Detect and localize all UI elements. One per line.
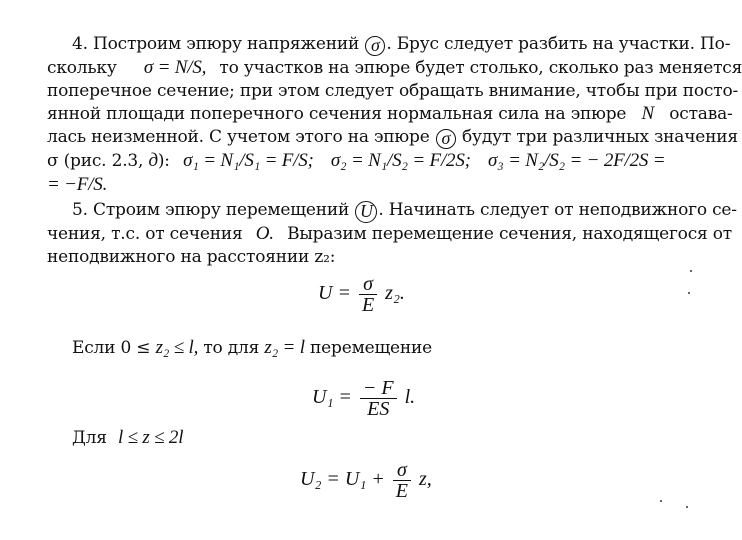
text-segment: Если 0 ≤ — [72, 338, 151, 358]
text-line-2 — [47, 58, 742, 78]
text-line-12 — [72, 428, 183, 448]
text-segment: остава- — [669, 104, 733, 124]
formula-result: = −F/S. — [47, 174, 108, 195]
text-line-4 — [47, 104, 733, 124]
formula-condition: z₂ ≤ l, — [155, 337, 199, 358]
formula-sigma-n-s: σ = N/S, — [143, 57, 207, 78]
equation-lhs: U = — [318, 282, 351, 305]
fraction — [393, 460, 411, 501]
fraction — [360, 378, 397, 419]
fraction-numerator: σ — [359, 274, 377, 295]
formula-range: l ≤ z ≤ 2l — [117, 427, 184, 448]
text-segment: Выразим перемещение сечения, находящегося от — [287, 224, 732, 244]
formula-n: N — [641, 103, 654, 124]
text-segment: Для — [72, 428, 107, 448]
text-segment: σ (рис. 2.3, — [47, 151, 144, 171]
text-line-11 — [72, 338, 432, 358]
equation-lhs: U₁ = — [312, 386, 352, 409]
text-segment: 5. Строим эпюру перемещений — [72, 200, 350, 220]
fraction-denominator: ES — [367, 398, 390, 420]
formula-sigma-1: σ₁ = N₁/S₁ = F/S; — [183, 150, 314, 171]
text-segment: янной площади поперечного сечения нормальная сила на эпюре — [47, 104, 627, 124]
equation-u2 — [300, 460, 432, 501]
fraction-denominator: E — [395, 480, 409, 502]
scan-speck — [690, 270, 692, 272]
text-segment: ): — [157, 151, 170, 171]
text-segment: . Брус следует разбить на участки. По- — [386, 34, 731, 54]
text-line-9 — [47, 224, 732, 244]
text-line-5 — [47, 127, 738, 149]
text-segment: . Начинать следует от неподвижного се- — [378, 200, 737, 220]
equation-rhs: z₂. — [385, 282, 405, 305]
u-circled-symbol: U — [355, 201, 377, 223]
equation-u1 — [312, 378, 415, 419]
text-line-6 — [47, 151, 665, 171]
formula-z2-equals-l: z₂ = l — [264, 337, 305, 358]
sigma-circled-symbol: σ — [436, 129, 456, 149]
fraction-numerator: − F — [360, 378, 397, 399]
text-segment: то для — [203, 338, 260, 358]
equation-u — [318, 274, 405, 315]
formula-sigma-3: σ₃ = N₂/S₂ = − 2F/2S = — [488, 150, 666, 171]
text-segment: д — [148, 150, 158, 171]
text-segment: лась неизменной. С учетом этого на эпюре — [47, 127, 430, 147]
text-segment: то участков на эпюре будет столько, сколько раз меняется — [219, 58, 742, 78]
text-line-7 — [47, 175, 107, 195]
equation-rhs: z, — [419, 468, 432, 491]
text-segment: будут три различных значения — [462, 127, 738, 147]
text-segment: поперечное сечение; при этом следует обращать внимание, чтобы при посто- — [47, 81, 739, 101]
fraction-denominator: E — [361, 294, 375, 316]
text-line-1 — [72, 34, 730, 56]
formula-section-o: O. — [255, 223, 274, 244]
text-segment: 4. Построим эпюру напряжений — [72, 34, 360, 54]
sigma-circled-symbol: σ — [365, 36, 385, 56]
text-segment: скольку — [47, 58, 117, 78]
fraction — [359, 274, 377, 315]
text-line-8 — [72, 200, 737, 223]
text-line-3 — [47, 81, 738, 101]
scan-speck — [660, 500, 662, 502]
equation-rhs: l. — [404, 386, 416, 409]
text-line-10 — [47, 247, 335, 267]
scan-speck — [688, 292, 690, 294]
text-segment: перемещение — [310, 338, 433, 358]
fraction-numerator: σ — [393, 460, 411, 481]
text-segment: чения, т.с. от сечения — [47, 224, 243, 244]
equation-lhs: U₂ = U₁ + — [300, 468, 385, 491]
formula-sigma-2: σ₂ = N₁/S₂ = F/2S; — [330, 150, 471, 171]
scan-speck — [686, 506, 688, 508]
text-segment: неподвижного на расстоянии z₂: — [47, 247, 336, 267]
